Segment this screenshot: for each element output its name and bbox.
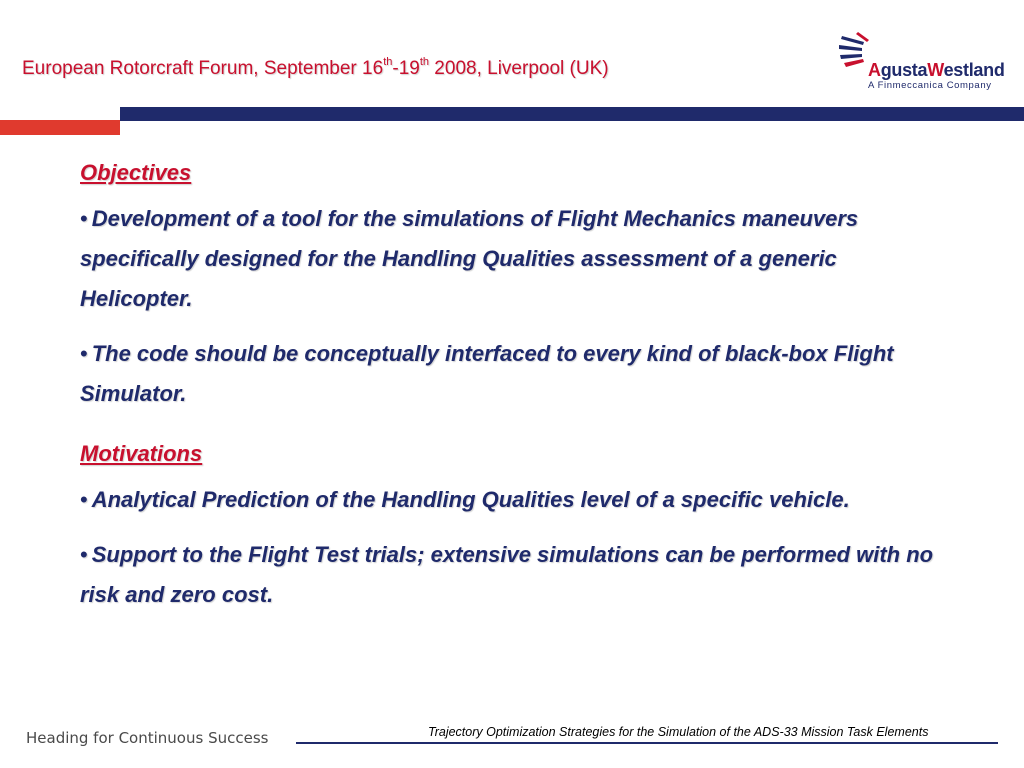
footer-slogan: Heading for Continuous Success (26, 729, 269, 747)
motivations-heading: Motivations (80, 441, 203, 466)
logo-wordmark: AgustaWestland (868, 60, 1005, 80)
objectives-item-2: • The code should be conceptually interfaced to every kind of black-box Flight Simulator. (80, 341, 894, 406)
bullet-icon: • (80, 206, 88, 231)
header-sup-start: th (383, 56, 393, 68)
motivations-item-2: • Support to the Flight Test trials; extensive simulations can be performed with no risk and zero cost. (80, 542, 934, 607)
objectives-heading: Objectives (80, 160, 192, 185)
bullet-icon: • (80, 542, 88, 567)
logo-tagline: A Finmeccanica Company (868, 80, 992, 91)
header-sup-end: th (419, 56, 430, 68)
footer-paper-title: Trajectory Optimization Strategies for the Simulation of the ADS-33 Mission Task Elements (428, 725, 929, 739)
objectives-item-1: • Development of a tool for the simulations of Flight Mechanics maneuvers specifically designed for the Handling Qualities assessment of a generic Helicopter. (80, 206, 859, 311)
slide-content (80, 160, 940, 615)
header-red-bar (0, 120, 120, 135)
header-title-location: 2008, Liverpool (UK) (429, 58, 609, 79)
header-title-range: -19 (392, 58, 420, 79)
bullet-icon: • (80, 487, 88, 512)
bullet-icon: • (80, 341, 88, 366)
header-title-text: European Rotorcraft Forum, September 16 (22, 58, 384, 79)
header-title (22, 58, 609, 80)
header-navy-bar (120, 107, 1024, 121)
footer-divider (296, 742, 998, 744)
motivations-item-1: • Analytical Prediction of the Handling Qualities level of a specific vehicle. (80, 487, 850, 512)
